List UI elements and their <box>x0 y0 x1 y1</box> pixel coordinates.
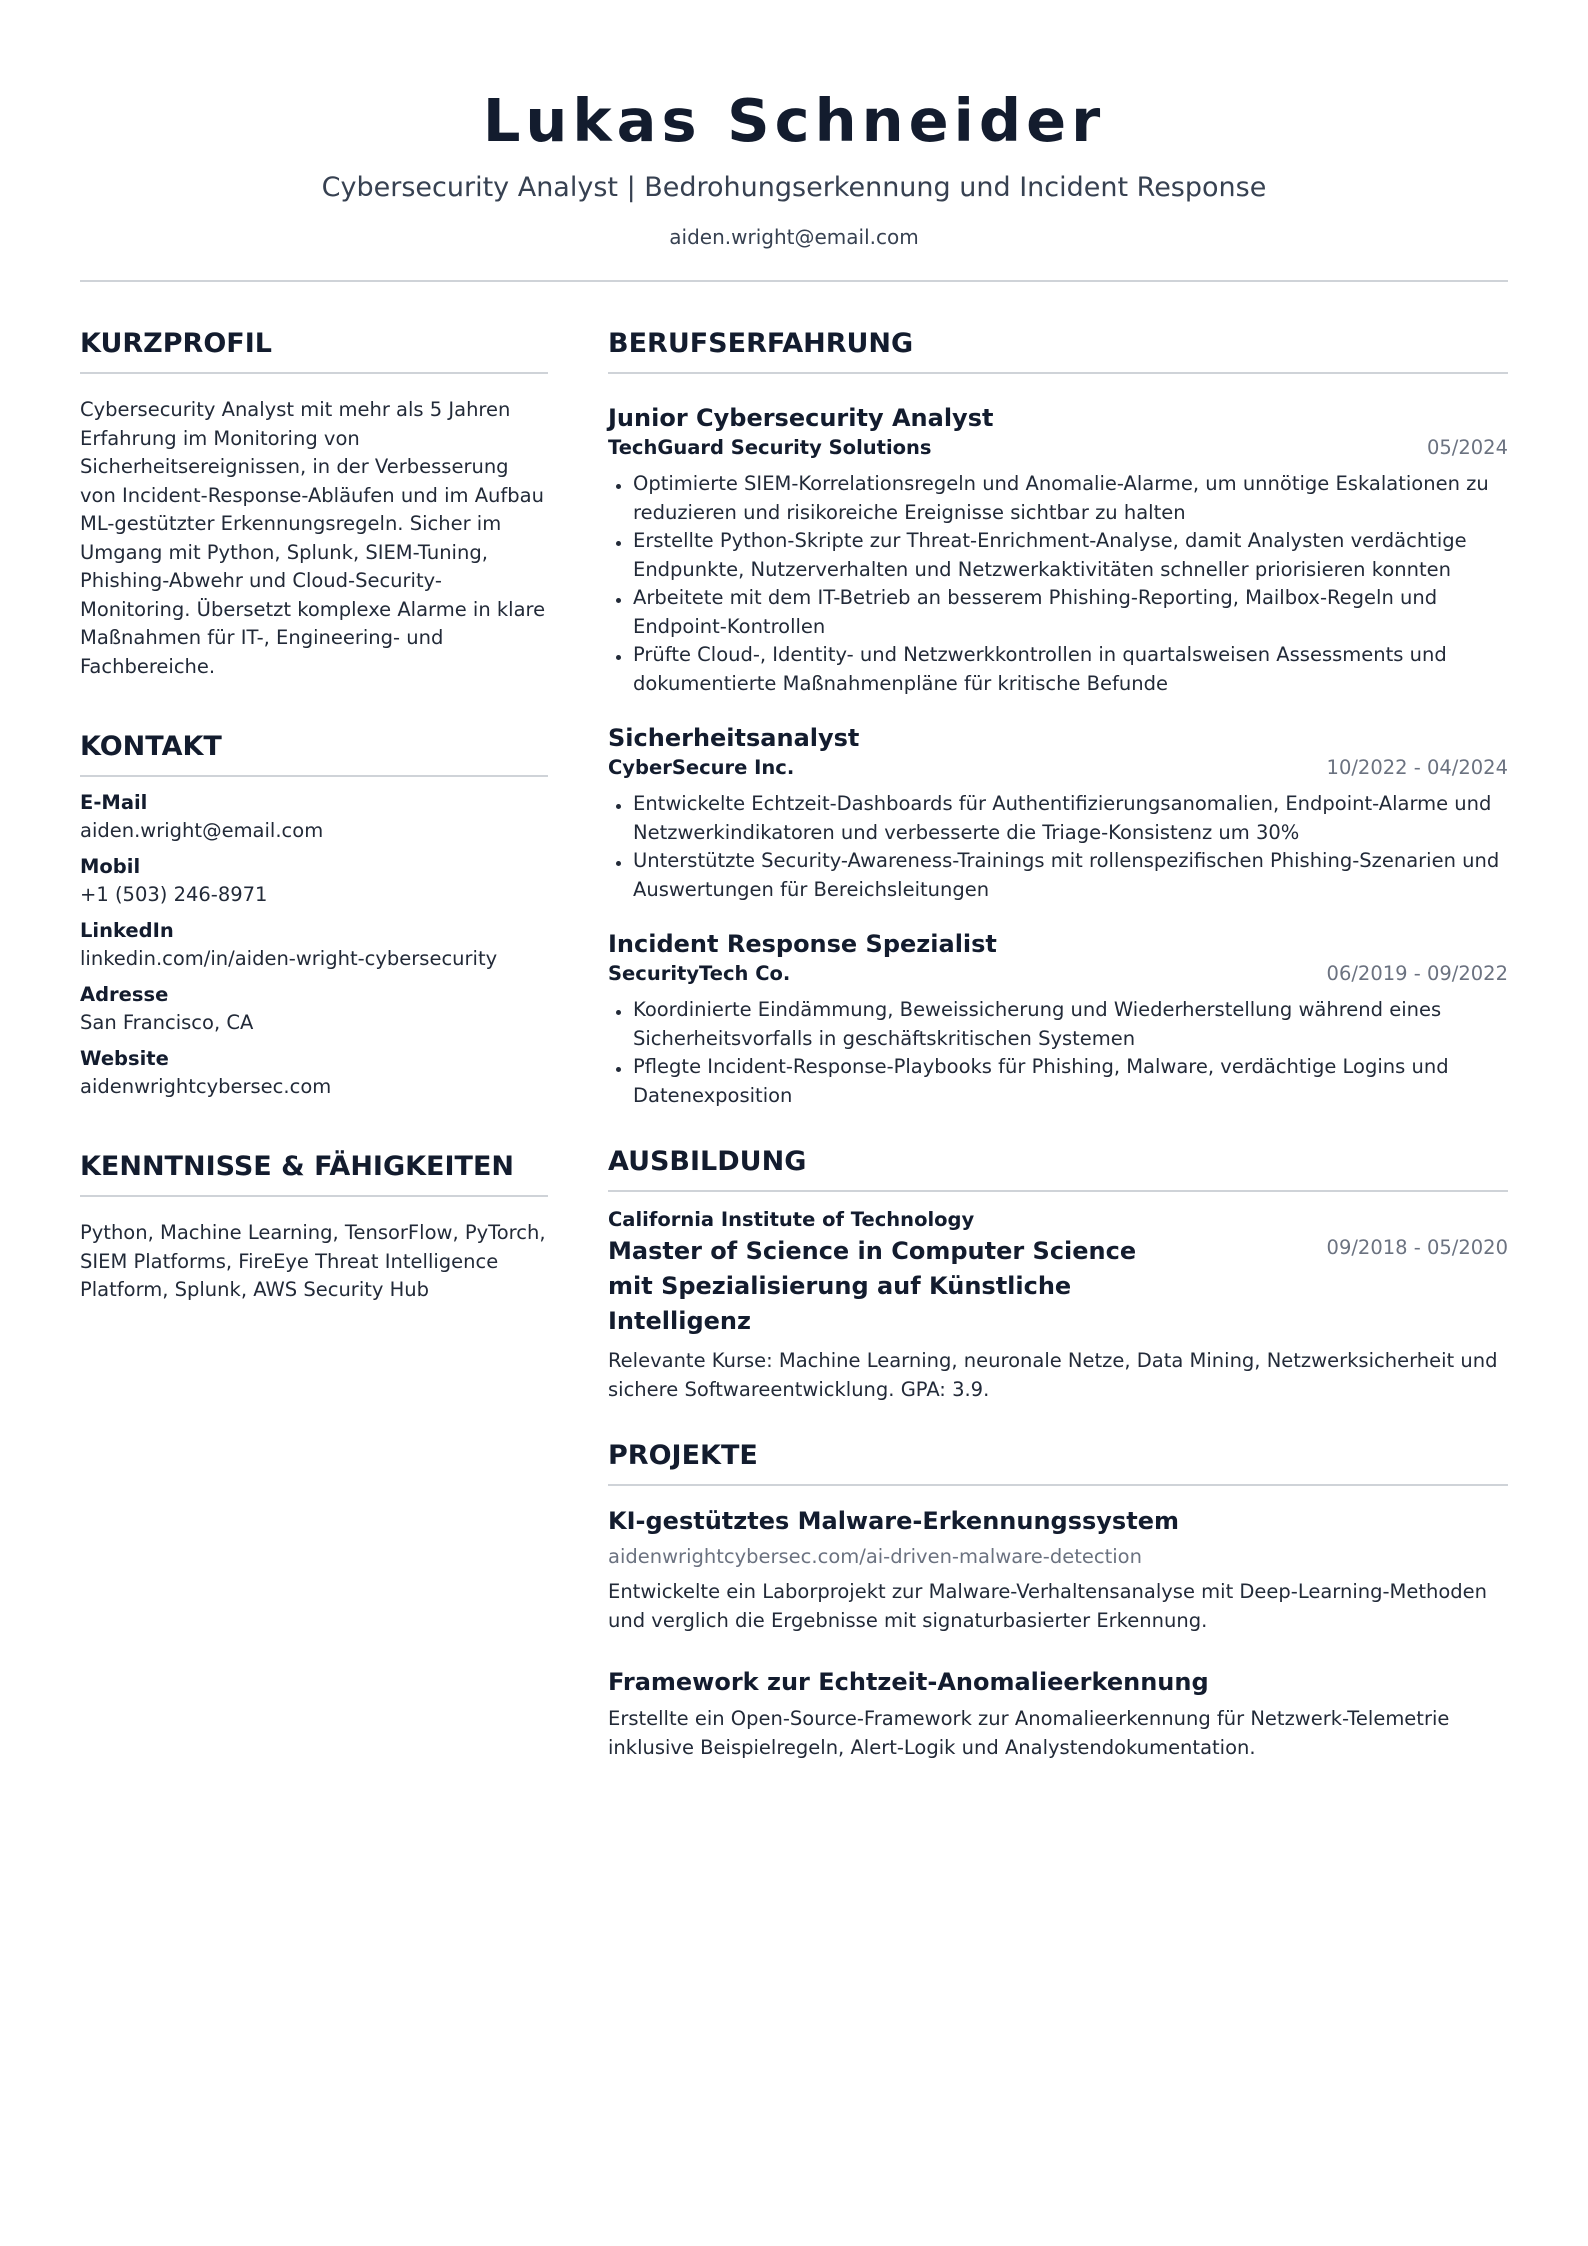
projects-section <box>608 1438 1508 1762</box>
job-date: 05/2024 <box>1426 436 1508 459</box>
summary-heading: KURZPROFIL <box>80 326 548 374</box>
project-description: Erstellte ein Open-Source-Framework zur Anomalieerkennung für Netzwerk-Telemetrie inklusive Beispielregeln, Alert-Logik und Analystendokumentation. <box>608 1707 1450 1759</box>
candidate-name: Lukas Schneider <box>482 86 1106 155</box>
experience-section <box>608 326 1508 1110</box>
contact-address <box>80 981 548 1037</box>
project-title: Framework zur Echtzeit-Anomalieerkennung <box>608 1668 1209 1696</box>
job-bullets <box>608 996 1508 1110</box>
project-description: Entwickelte ein Laborprojekt zur Malware-Verhaltensanalyse mit Deep-Learning-Methoden und verglich die Ergebnisse mit signaturbasierter Erkennung. <box>608 1580 1488 1632</box>
contact-list <box>80 789 548 1101</box>
contact-phone-value[interactable]: +1 (503) 246-8971 <box>80 883 268 906</box>
contact-section <box>80 729 548 1101</box>
education-degree: Master of Science in Computer Science mit Spezialisierung auf Künstliche Intelligenz <box>608 1237 1137 1335</box>
job-bullet: Prüfte Cloud-, Identity- und Netzwerkkontrollen in quartalsweisen Assessments und dokumentierte Maßnahmenpläne für kritische Befunde <box>608 641 1508 698</box>
experience-heading: BERUFSERFAHRUNG <box>608 326 1508 374</box>
project-entry <box>608 1665 1508 1762</box>
job-entry <box>608 402 1508 698</box>
contact-linkedin <box>80 917 548 973</box>
job-date: 10/2022 - 04/2024 <box>1326 756 1508 779</box>
job-company: CyberSecure Inc. <box>608 756 795 779</box>
summary-section <box>80 326 548 681</box>
education-entry <box>608 1206 1508 1404</box>
education-row <box>608 1234 1508 1339</box>
education-heading: AUSBILDUNG <box>608 1144 1508 1192</box>
education-school: California Institute of Technology <box>608 1208 975 1231</box>
project-link[interactable]: aidenwrightcybersec.com/ai-driven-malware-detection <box>608 1545 1142 1568</box>
resume-header <box>80 0 1508 282</box>
job-bullet: Unterstützte Security-Awareness-Trainings mit rollenspezifischen Phishing-Szenarien und Auswertungen für Bereichsleitungen <box>608 847 1508 904</box>
summary-text: Cybersecurity Analyst mit mehr als 5 Jahren Erfahrung im Monitoring von Sicherheitsereignissen, in der Verbesserung von Incident-Response-Abläufen und im Aufbau ML-gestützter Erkennungsregeln. Sicher im Umgang mit Python, Splunk, SIEM-Tuning, Phishing-Abwehr und Cloud-Security-Monitoring. Übersetzt komplexe Alarme in klare Maßnahmen für IT-, Engineering- und Fachbereiche. <box>80 398 546 678</box>
contact-heading: KONTAKT <box>80 729 548 777</box>
contact-label: Mobil <box>80 855 141 878</box>
job-meta <box>608 434 1508 462</box>
skills-heading: KENNTNISSE & FÄHIGKEITEN <box>80 1149 548 1197</box>
job-bullet: Koordinierte Eindämmung, Beweissicherung und Wiederherstellung während eines Sicherheitsvorfalls in geschäftskritischen Systemen <box>608 996 1508 1053</box>
contact-linkedin-value[interactable]: linkedin.com/in/aiden-wright-cybersecurity <box>80 947 498 970</box>
job-bullets <box>608 470 1508 698</box>
job-entry <box>608 928 1508 1110</box>
job-entry <box>608 722 1508 904</box>
skills-section <box>80 1149 548 1305</box>
header-divider <box>80 280 1508 282</box>
job-bullet: Entwickelte Echtzeit-Dashboards für Authentifizierungsanomalien, Endpoint-Alarme und Netzwerkindikatoren und verbesserte die Triage-Konsistenz um 30% <box>608 790 1508 847</box>
candidate-headline: Cybersecurity Analyst | Bedrohungserkennung und Incident Response <box>321 172 1267 203</box>
job-meta <box>608 754 1508 782</box>
education-date: 09/2018 - 05/2020 <box>1326 1236 1508 1259</box>
job-title: Junior Cybersecurity Analyst <box>608 404 994 432</box>
education-section <box>608 1144 1508 1404</box>
job-bullet: Erstellte Python-Skripte zur Threat-Enrichment-Analyse, damit Analysten verdächtige Endpunkte, Nutzerverhalten und Netzwerkaktivitäten schneller priorisieren konnten <box>608 527 1508 584</box>
contact-website-value[interactable]: aidenwrightcybersec.com <box>80 1075 332 1098</box>
contact-address-value: San Francisco, CA <box>80 1011 254 1034</box>
contact-label: Website <box>80 1047 169 1070</box>
contact-website <box>80 1045 548 1101</box>
project-entry <box>608 1504 1508 1635</box>
job-title: Incident Response Spezialist <box>608 930 997 958</box>
header-email[interactable]: aiden.wright@email.com <box>669 225 919 249</box>
job-bullet: Optimierte SIEM-Korrelationsregeln und Anomalie-Alarme, um unnötige Eskalationen zu reduzieren und risikoreiche Ereignisse sichtbar zu halten <box>608 470 1508 527</box>
job-title: Sicherheitsanalyst <box>608 724 860 752</box>
resume-columns <box>80 326 1508 1762</box>
left-column <box>80 326 548 1762</box>
job-company: TechGuard Security Solutions <box>608 436 932 459</box>
job-bullet: Pflegte Incident-Response-Playbooks für Phishing, Malware, verdächtige Logins und Datenexposition <box>608 1053 1508 1110</box>
job-bullet: Arbeitete mit dem IT-Betrieb an besserem Phishing-Reporting, Mailbox-Regeln und Endpoint-Kontrollen <box>608 584 1508 641</box>
job-meta <box>608 960 1508 988</box>
contact-phone <box>80 853 548 909</box>
contact-label: LinkedIn <box>80 919 174 942</box>
projects-heading: PROJEKTE <box>608 1438 1508 1486</box>
right-column <box>608 326 1508 1762</box>
contact-email <box>80 789 548 845</box>
contact-email-value[interactable]: aiden.wright@email.com <box>80 819 324 842</box>
job-bullets <box>608 790 1508 904</box>
contact-label: Adresse <box>80 983 169 1006</box>
job-date: 06/2019 - 09/2022 <box>1326 962 1508 985</box>
job-company: SecurityTech Co. <box>608 962 791 985</box>
skills-text: Python, Machine Learning, TensorFlow, PyTorch, SIEM Platforms, FireEye Threat Intelligence Platform, Splunk, AWS Security Hub <box>80 1221 546 1301</box>
education-description: Relevante Kurse: Machine Learning, neuronale Netze, Data Mining, Netzwerksicherheit und sichere Softwareentwicklung. GPA: 3.9. <box>608 1349 1498 1401</box>
contact-label: E-Mail <box>80 791 148 814</box>
project-title: KI-gestütztes Malware-Erkennungssystem <box>608 1507 1179 1535</box>
